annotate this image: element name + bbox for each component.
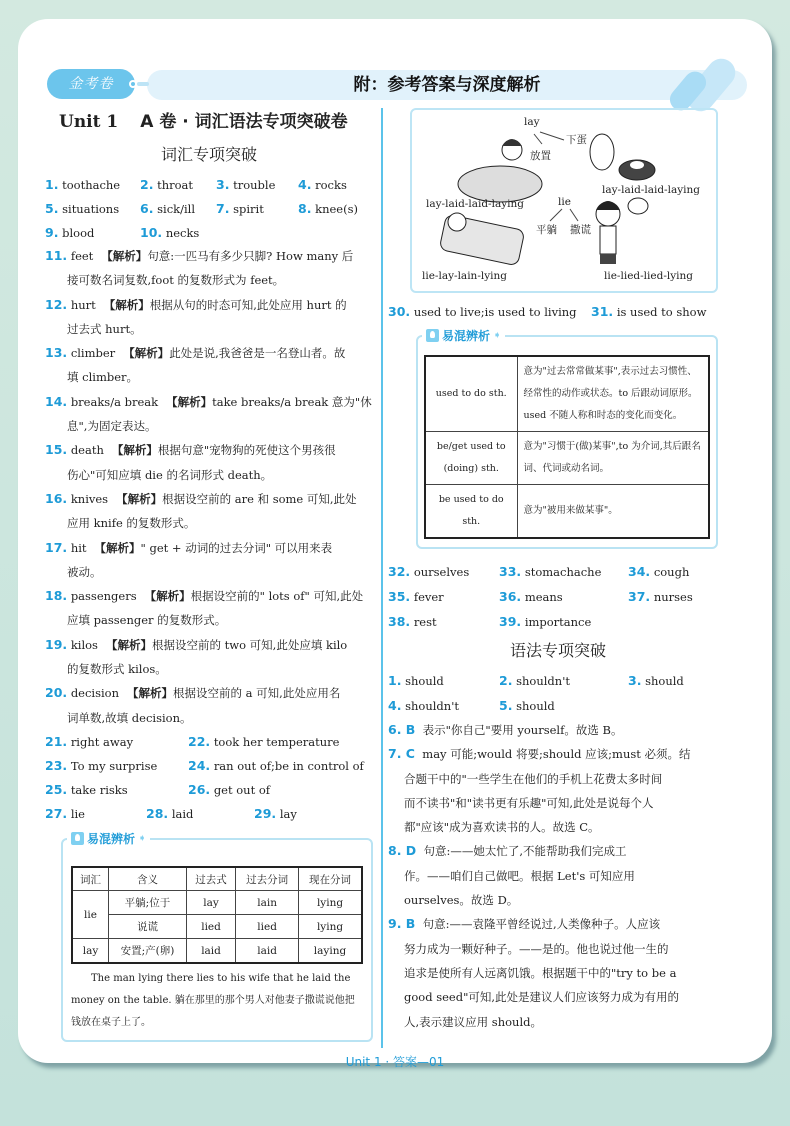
analysis-tag: 【解析】 xyxy=(94,540,141,555)
answer-text: right away xyxy=(70,735,134,750)
header-banner xyxy=(47,69,747,101)
table-cell: 安置;产(卵) xyxy=(109,939,187,963)
badge-connector xyxy=(137,82,149,86)
answer-number: 16. xyxy=(45,490,68,506)
answer-item xyxy=(388,589,499,604)
answer-text: lay xyxy=(279,807,297,822)
banner-bar xyxy=(147,70,747,100)
answer-text: hurt xyxy=(70,297,96,312)
explained-item xyxy=(45,633,373,682)
answer-text: rest xyxy=(413,615,437,629)
explained-item xyxy=(45,487,373,536)
answer-item xyxy=(146,806,254,821)
table-cell: lied xyxy=(236,915,299,939)
answer-number: 11. xyxy=(45,248,68,263)
analysis-text: 填 climber。 xyxy=(67,370,139,385)
answer-item xyxy=(388,673,499,688)
table-cell: laid xyxy=(236,939,299,963)
analysis-text: 作。——咱们自己做吧。根据 Let's 可知应用 xyxy=(404,868,635,883)
explained-item xyxy=(45,438,373,487)
answer-item xyxy=(499,698,555,713)
answer-item xyxy=(499,614,591,629)
answer-row xyxy=(45,754,373,778)
answer-item xyxy=(216,201,298,216)
answer-item xyxy=(499,589,628,604)
answer-text: breaks/a break xyxy=(70,394,159,409)
analysis-text: 接可数名词复数,foot 的复数形式为 feet。 xyxy=(67,273,285,288)
answer-number: 36. xyxy=(499,589,522,604)
analysis-text: " get + 动词的过去分词" 可以用来表 xyxy=(140,540,333,555)
label-lay-put: 放置 xyxy=(530,150,551,162)
example-zh: 躺在那里的那个男人对他妻子撒谎说他把钱放在桌子上了。 xyxy=(71,994,355,1028)
badge-dot-icon xyxy=(129,80,137,88)
answer-row xyxy=(45,196,373,220)
answer-text: toothache xyxy=(62,177,121,192)
answer-number: 6. xyxy=(140,200,154,216)
answer-text: took her temperature xyxy=(213,735,340,750)
answer-number: 10. xyxy=(140,224,163,240)
answer-number: 31. xyxy=(591,303,614,319)
table-cell: be used to do sth. xyxy=(425,485,517,539)
answer-item xyxy=(216,177,298,192)
analysis-text: 根据设空前的" lots of" 可知,此处 xyxy=(190,589,364,604)
answer-number: 7. xyxy=(216,200,230,216)
label-lay-egg: 下蛋 xyxy=(566,134,587,146)
answer-row xyxy=(45,730,373,754)
answer-number: 33. xyxy=(499,564,522,579)
label-form-tell: lie-lied-lied-lying xyxy=(604,270,694,282)
answer-number: 25. xyxy=(45,782,68,798)
choice-answer: 7. C xyxy=(388,746,415,762)
answer-item xyxy=(45,758,188,773)
answer-number: 24. xyxy=(188,758,211,774)
explained-answers xyxy=(45,244,373,730)
table-row xyxy=(72,891,362,915)
choice-explanations xyxy=(388,718,728,1034)
answer-row xyxy=(388,584,728,609)
table-cell: 意为"过去常常做某事",表示过去习惯性、经常性的动作或状态。to 后跟动词原形。used 不随人称和时态的变化而变化。 xyxy=(517,356,709,432)
page-title: 附：参考答案与深度解析 xyxy=(353,75,541,95)
table-row xyxy=(72,915,362,939)
answer-item xyxy=(45,734,188,749)
table-cell: lie xyxy=(72,891,109,939)
analysis-text: 句意:一匹马有多少只脚? How many 后 xyxy=(147,249,354,263)
answer-number: 5. xyxy=(499,698,513,713)
table-header: 词汇 xyxy=(72,867,109,891)
answer-row xyxy=(45,778,373,802)
answer-number: 3. xyxy=(628,673,642,688)
analysis-text: ourselves。故选 D。 xyxy=(404,893,519,908)
analysis-tag: 【解析】 xyxy=(105,637,152,652)
answer-item xyxy=(388,698,499,713)
table-row xyxy=(425,485,709,539)
analysis-tag: 【解析】 xyxy=(111,443,158,458)
unit-heading xyxy=(45,108,373,138)
analysis-text: good seed"可知,此处是建议人们应该努力成为有用的 xyxy=(404,990,680,1005)
table-cell: lying xyxy=(299,915,362,939)
answer-text: necks xyxy=(165,225,200,240)
analysis-text: 表示"你自己"要用 yourself。故选 B。 xyxy=(422,723,623,737)
grammar-section-title: 语法专项突破 xyxy=(509,641,606,660)
answer-text: spirit xyxy=(233,201,264,216)
table-cell: used to do sth. xyxy=(425,356,517,432)
answer-text: death xyxy=(70,443,104,458)
answer-row xyxy=(388,559,728,584)
table-header-row xyxy=(72,867,362,891)
analysis-text: 根据设空前的 a 可知,此处应用名 xyxy=(173,686,341,701)
answer-number: 21. xyxy=(45,734,68,750)
answer-item xyxy=(140,201,216,216)
analysis-text: 根据从句的时态可知,此处应用 hurt 的 xyxy=(149,297,347,312)
answer-number: 8. xyxy=(298,200,312,216)
answer-row xyxy=(45,172,373,196)
answer-item xyxy=(298,201,358,216)
explained-item xyxy=(45,244,373,293)
answer-text: feet xyxy=(70,249,94,263)
answer-number: 23. xyxy=(45,758,68,774)
analysis-text: 应用 knife 的复数形式。 xyxy=(67,516,196,531)
table-cell: laid xyxy=(186,939,235,963)
answer-text: get out of xyxy=(213,783,271,798)
paper-label: A 卷 · 词汇语法专项突破卷 xyxy=(140,112,348,132)
answer-text: stomachache xyxy=(524,565,602,579)
analysis-tag: 【解析】 xyxy=(166,394,213,409)
answer-number: 14. xyxy=(45,393,68,409)
analysis-text: 此处是说,我爸爸是一名登山者。故 xyxy=(169,346,346,361)
answer-row xyxy=(45,802,373,826)
answer-row xyxy=(45,220,373,244)
answer-item xyxy=(45,806,146,821)
answer-text: sick/ill xyxy=(157,201,196,216)
answer-number: 2. xyxy=(499,673,513,688)
answer-number: 4. xyxy=(388,698,402,713)
table-header: 含义 xyxy=(109,867,187,891)
answer-text: ourselves xyxy=(413,565,470,579)
analysis-text: 根据句意"宠物狗的死使这个男孩很 xyxy=(157,443,336,458)
answer-row xyxy=(388,668,728,693)
answer-number: 5. xyxy=(45,200,59,216)
analysis-tag: 【解析】 xyxy=(123,346,170,361)
analysis-text: 根据设空前的 two 可知,此处应填 kilo xyxy=(151,637,348,652)
analysis-tag: 【解析】 xyxy=(101,249,148,263)
analysis-text: take breaks/a break 意为"休 xyxy=(212,394,372,409)
answer-item xyxy=(628,589,693,604)
answer-text: To my surprise xyxy=(70,759,158,774)
answer-item xyxy=(140,177,216,192)
answer-text: shouldn't xyxy=(405,699,459,713)
answer-number: 27. xyxy=(45,806,68,822)
table-cell: lied xyxy=(186,915,235,939)
answer-number: 28. xyxy=(146,806,169,822)
answer-text: shouldn't xyxy=(516,674,570,688)
answer-item xyxy=(628,564,689,579)
used-to-table xyxy=(424,355,710,539)
answer-text: knives xyxy=(70,491,109,506)
table-cell: 平躺;位于 xyxy=(109,891,187,915)
explained-item xyxy=(45,584,373,633)
analysis-text: 被动。 xyxy=(67,564,102,579)
answer-item xyxy=(45,225,140,240)
answer-row xyxy=(388,299,728,323)
explained-item xyxy=(45,341,373,390)
answer-number: 35. xyxy=(388,589,411,604)
label-lie: lie xyxy=(558,196,571,208)
answer-number: 3. xyxy=(216,176,230,192)
lie-lay-illustration xyxy=(410,108,718,293)
answer-number: 22. xyxy=(188,734,211,750)
answer-item xyxy=(254,806,297,821)
answer-text: cough xyxy=(653,565,690,579)
explained-item xyxy=(45,536,373,585)
answer-number: 1. xyxy=(45,176,59,192)
answer-number: 4. xyxy=(298,176,312,192)
label-lie-down: 平躺 xyxy=(536,224,557,236)
analysis-text: 句意:——袁隆平曾经说过,人类像种子。人应该 xyxy=(422,917,661,932)
answer-text: importance xyxy=(524,615,592,629)
answer-text: hit xyxy=(70,540,87,555)
note-tag xyxy=(422,327,505,344)
label-form-put: lay-laid-laid-laying xyxy=(426,198,524,210)
table-cell: lying xyxy=(299,891,362,915)
unit-label: Unit 1 xyxy=(59,112,119,132)
answer-row xyxy=(388,609,728,634)
analysis-tag: 【解析】 xyxy=(127,686,174,701)
answer-item xyxy=(499,564,628,579)
answer-number: 18. xyxy=(45,588,68,604)
answer-text: blood xyxy=(62,225,95,240)
analysis-text: 合题干中的"一些学生在他们的手机上花费太多时间 xyxy=(404,771,663,786)
answer-text: fever xyxy=(413,590,444,604)
answer-number: 39. xyxy=(499,614,522,629)
table-cell: be/get used to (doing) sth. xyxy=(425,432,517,485)
answer-text: laid xyxy=(171,807,194,822)
table-cell: lay xyxy=(186,891,235,915)
answer-text: should xyxy=(516,699,555,713)
label-lay: lay xyxy=(524,116,540,128)
choice-item xyxy=(388,839,728,912)
analysis-text: 都"应该"成为喜欢读书的人。故选 C。 xyxy=(404,820,600,835)
table-header: 过去分词 xyxy=(236,867,299,891)
left-column xyxy=(45,108,373,1042)
label-lie-tell: 撒谎 xyxy=(570,224,591,236)
answer-item xyxy=(188,758,364,773)
answer-text: throat xyxy=(157,177,194,192)
answer-number: 15. xyxy=(45,442,68,458)
right-column xyxy=(388,108,728,1034)
answer-number: 19. xyxy=(45,636,68,652)
arrow-icon: ➧ xyxy=(138,832,147,844)
answer-item xyxy=(188,782,270,797)
analysis-text: may 可能;would 将要;should 应该;must 必须。结 xyxy=(422,747,691,762)
choice-answer: 9. B xyxy=(388,916,416,932)
answer-number: 30. xyxy=(388,303,411,319)
choice-item xyxy=(388,912,728,1033)
answer-number: 26. xyxy=(188,782,211,798)
analysis-text: 而不读书"和"读书更有乐趣"可知,此处是说每个人 xyxy=(404,795,654,810)
analysis-text: 息",为固定表达。 xyxy=(67,419,157,434)
note-tag-label: 易混辨析 xyxy=(87,831,136,846)
page-footer: Unit 1 · 答案—01 xyxy=(345,1055,445,1069)
answer-text: lie xyxy=(70,807,85,822)
analysis-text: 追求是使所有人远离饥饿。根据题干中的"try to be a xyxy=(404,965,677,980)
explained-item xyxy=(45,681,373,730)
table-row xyxy=(425,432,709,485)
analysis-text: 句意:——她太忙了,不能帮助我们完成工 xyxy=(423,844,627,859)
short-answers xyxy=(45,172,373,244)
answer-text: rocks xyxy=(315,177,347,192)
table-cell: lay xyxy=(72,939,109,963)
answer-item xyxy=(45,201,140,216)
explained-item xyxy=(45,293,373,342)
choice-item xyxy=(388,742,728,839)
answer-number: 13. xyxy=(45,345,68,361)
analysis-tag: 【解析】 xyxy=(116,491,163,506)
lightbulb-icon xyxy=(71,832,84,845)
choice-answer: 8. D xyxy=(388,843,417,859)
answer-item xyxy=(591,304,706,319)
table-cell: 意为"被用来做某事"。 xyxy=(517,485,709,539)
label-form-egg: lay-laid-laid-laying xyxy=(602,184,700,196)
explained-item xyxy=(45,390,373,439)
more-answers xyxy=(388,559,728,634)
answer-number: 29. xyxy=(254,806,277,822)
lightbulb-icon xyxy=(426,329,439,342)
choice-answer: 6. B xyxy=(388,722,416,737)
answer-text: decision xyxy=(70,686,120,701)
answer-item xyxy=(499,673,628,688)
answer-text: used to live;is used to living xyxy=(413,304,577,319)
answer-row xyxy=(388,693,728,718)
table-header: 现在分词 xyxy=(299,867,362,891)
answer-number: 12. xyxy=(45,296,68,312)
answer-number: 9. xyxy=(45,224,59,240)
answer-text: take risks xyxy=(70,783,128,798)
verb-forms-table xyxy=(71,866,363,964)
answer-number: 1. xyxy=(388,673,402,688)
column-divider xyxy=(381,108,383,1048)
answer-number: 37. xyxy=(628,589,651,604)
answer-text: trouble xyxy=(233,177,276,192)
label-form-down: lie-lay-lain-lying xyxy=(422,270,507,282)
table-cell: laying xyxy=(299,939,362,963)
answer-item xyxy=(140,225,199,240)
answer-number: 38. xyxy=(388,614,411,629)
table-row xyxy=(72,939,362,963)
table-header: 过去式 xyxy=(186,867,235,891)
table-row xyxy=(425,356,709,432)
answer-item xyxy=(388,564,499,579)
answer-item xyxy=(388,614,499,629)
analysis-text: 词单数,故填 decision。 xyxy=(67,710,192,725)
answer-text: situations xyxy=(62,201,120,216)
analysis-text: 人,表示建议应用 should。 xyxy=(404,1014,542,1029)
answer-text: ran out of;be in control of xyxy=(213,759,364,774)
grammar-answers xyxy=(388,668,728,718)
analysis-text: 应填 passenger 的复数形式。 xyxy=(67,613,227,628)
analysis-text: 的复数形式 kilos。 xyxy=(67,662,167,677)
confusion-note-lie-lay xyxy=(61,831,373,1042)
analysis-tag: 【解析】 xyxy=(103,297,150,312)
answer-number: 32. xyxy=(388,564,411,579)
vocab-section-title: 词汇专项突破 xyxy=(160,145,257,164)
answer-text: should xyxy=(405,674,444,688)
choice-item xyxy=(388,718,728,742)
answer-number: 17. xyxy=(45,539,68,555)
analysis-text: 努力成为一颗好种子。——是的。他也说过他一生的 xyxy=(404,941,669,956)
confusion-note-used-to xyxy=(416,329,718,549)
answer-item xyxy=(45,782,188,797)
answer-text: should xyxy=(645,674,684,688)
note-tag xyxy=(67,830,150,847)
analysis-text: 根据设空前的 are 和 some 可知,此处 xyxy=(162,491,357,506)
phrase-answers xyxy=(45,730,373,826)
example-sentence xyxy=(71,968,363,1034)
answer-number: 2. xyxy=(140,176,154,192)
brand-badge: 金考卷 xyxy=(47,69,135,99)
answer-text: nurses xyxy=(653,590,693,604)
answer-text: kilos xyxy=(70,637,98,652)
table-cell: 意为"习惯于(做)某事",to 为介词,其后跟名词、代词或动名词。 xyxy=(517,432,709,485)
table-cell: 说谎 xyxy=(109,915,187,939)
arrow-icon: ➧ xyxy=(493,330,502,341)
analysis-text: 过去式 hurt。 xyxy=(67,321,142,336)
answer-text: knee(s) xyxy=(315,201,358,216)
answer-number: 34. xyxy=(628,564,651,579)
answer-text: climber xyxy=(70,346,116,361)
answer-text: passengers xyxy=(70,589,137,604)
answer-item xyxy=(298,177,347,192)
answer-item xyxy=(188,734,339,749)
answer-item xyxy=(628,673,684,688)
answer-text: is used to show xyxy=(616,304,707,319)
table-cell: lain xyxy=(236,891,299,915)
answer-item xyxy=(45,177,140,192)
analysis-text: 伤心"可知应填 die 的名词形式 death。 xyxy=(67,467,273,482)
note-tag-label: 易混辨析 xyxy=(442,329,491,343)
answer-text: means xyxy=(524,590,563,604)
answer-number: 20. xyxy=(45,685,68,701)
answer-item xyxy=(388,304,591,319)
example-en: The man lying there lies to his wife that he laid the money on the table. xyxy=(71,972,351,1006)
analysis-tag: 【解析】 xyxy=(144,589,191,604)
